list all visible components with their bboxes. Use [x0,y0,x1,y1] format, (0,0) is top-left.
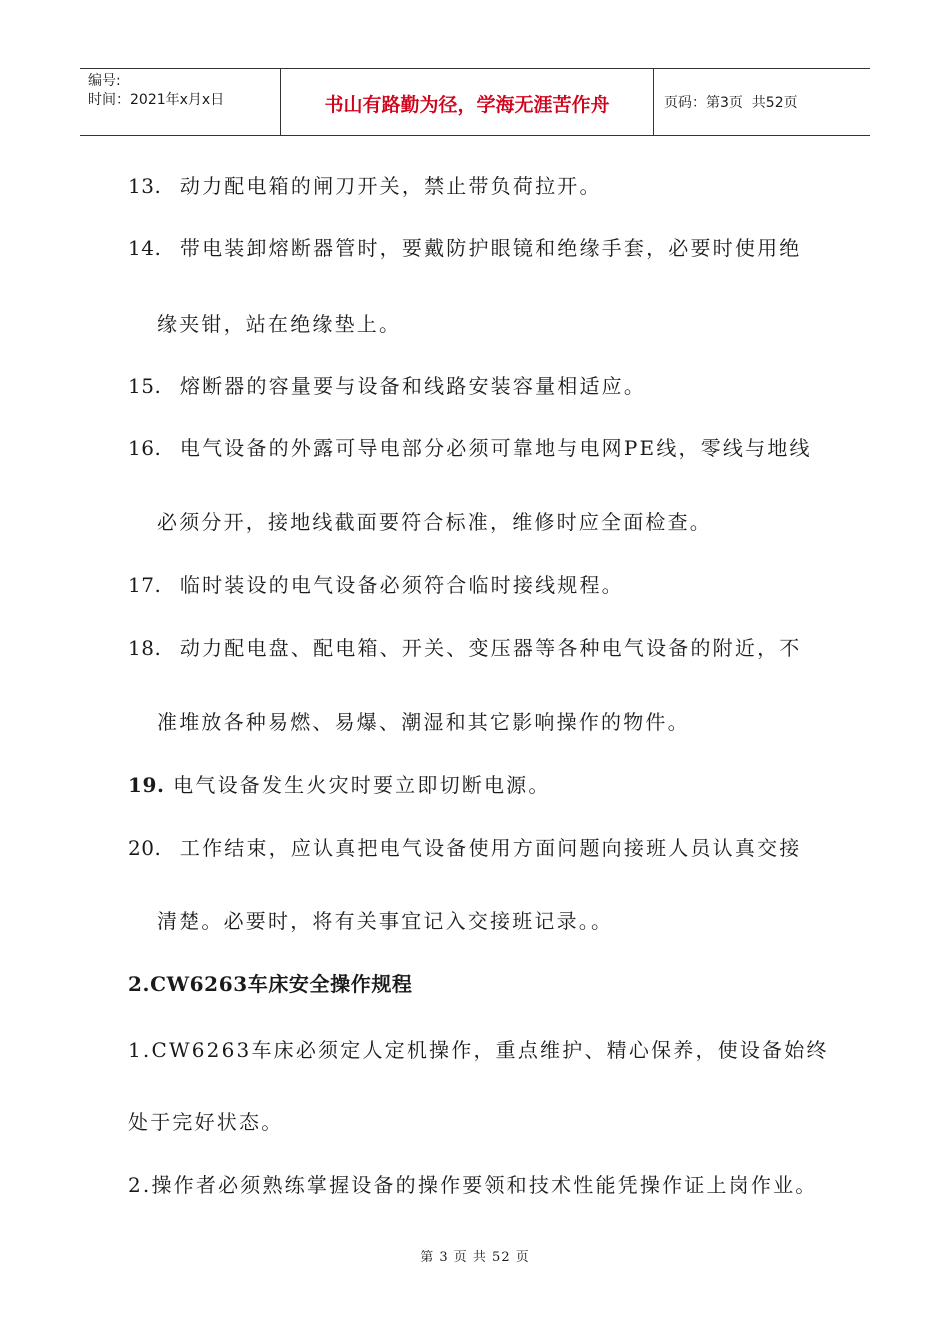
list-item-14 [128,234,801,262]
section-heading [128,970,413,998]
section-title: 2.CW6263车床安全操作规程 [128,972,413,996]
item-number: 20. [128,836,162,860]
header-motto: 书山有路勤为径，学海无涯苦作舟 [281,69,654,135]
list-item-16 [128,434,812,462]
list-item-20 [128,834,801,862]
rule-item-1 [128,1036,829,1064]
item-text: 1.CW6263车床必须定人定机操作，重点维护、精心保养，使设备始终 [128,1038,829,1062]
list-item-13 [128,172,602,200]
list-item-17 [128,571,624,599]
item-text: 熔断器的容量要与设备和线路安装容量相适应。 [179,374,647,398]
list-item-14-cont [157,310,401,338]
item-number: 14. [128,236,162,260]
item-text: 处于完好状态。 [128,1110,284,1134]
time-label: 时间：2021年x月x日 [88,92,225,108]
list-item-18 [128,634,801,662]
list-item-20-cont [157,907,613,935]
item-text: 电气设备的外露可导电部分必须可靠地与电网PE线，零线与地线 [179,436,812,460]
header-meta [80,69,281,135]
item-text: 缘夹钳，站在绝缘垫上。 [157,312,402,336]
item-text: 带电装卸熔断器管时，要戴防护眼镜和绝缘手套，必要时使用绝 [179,236,802,260]
item-text: 动力配电箱的闸刀开关，禁止带负荷拉开。 [179,174,602,198]
code-label: 编号: [88,73,121,89]
item-number: 15. [128,374,162,398]
item-text: 必须分开，接地线截面要符合标准，维修时应全面检查。 [157,510,712,534]
item-text: 工作结束，应认真把电气设备使用方面问题向接班人员认真交接 [179,836,802,860]
item-number: 13. [128,174,162,198]
item-text: 电气设备发生火灾时要立即切断电源。 [173,773,551,797]
list-item-19 [128,771,551,799]
page-footer: 第 3 页 共 52 页 [420,1250,530,1265]
item-number: 16. [128,436,162,460]
page-header [80,68,870,136]
rule-item-2 [128,1171,817,1199]
item-number: 17. [128,573,162,597]
page-info-text: 页码：第3页 共52页 [664,95,798,111]
list-item-18-cont [157,708,690,736]
item-text: 清楚。必要时，将有关事宜记入交接班记录。。 [157,909,614,933]
item-text: 准堆放各种易燃、易爆、潮湿和其它影响操作的物件。 [157,710,690,734]
rule-item-1-cont [128,1108,283,1136]
header-page-info [654,69,870,135]
list-item-16-cont [157,508,712,536]
item-number: 18. [128,636,162,660]
item-text: 动力配电盘、配电箱、开关、变压器等各种电气设备的附近，不 [179,636,802,660]
item-number: 19. [128,773,165,797]
item-text: 2.操作者必须熟练掌握设备的操作要领和技术性能凭操作证上岗作业。 [128,1173,818,1197]
item-text: 临时装设的电气设备必须符合临时接线规程。 [179,573,624,597]
list-item-15 [128,372,646,400]
